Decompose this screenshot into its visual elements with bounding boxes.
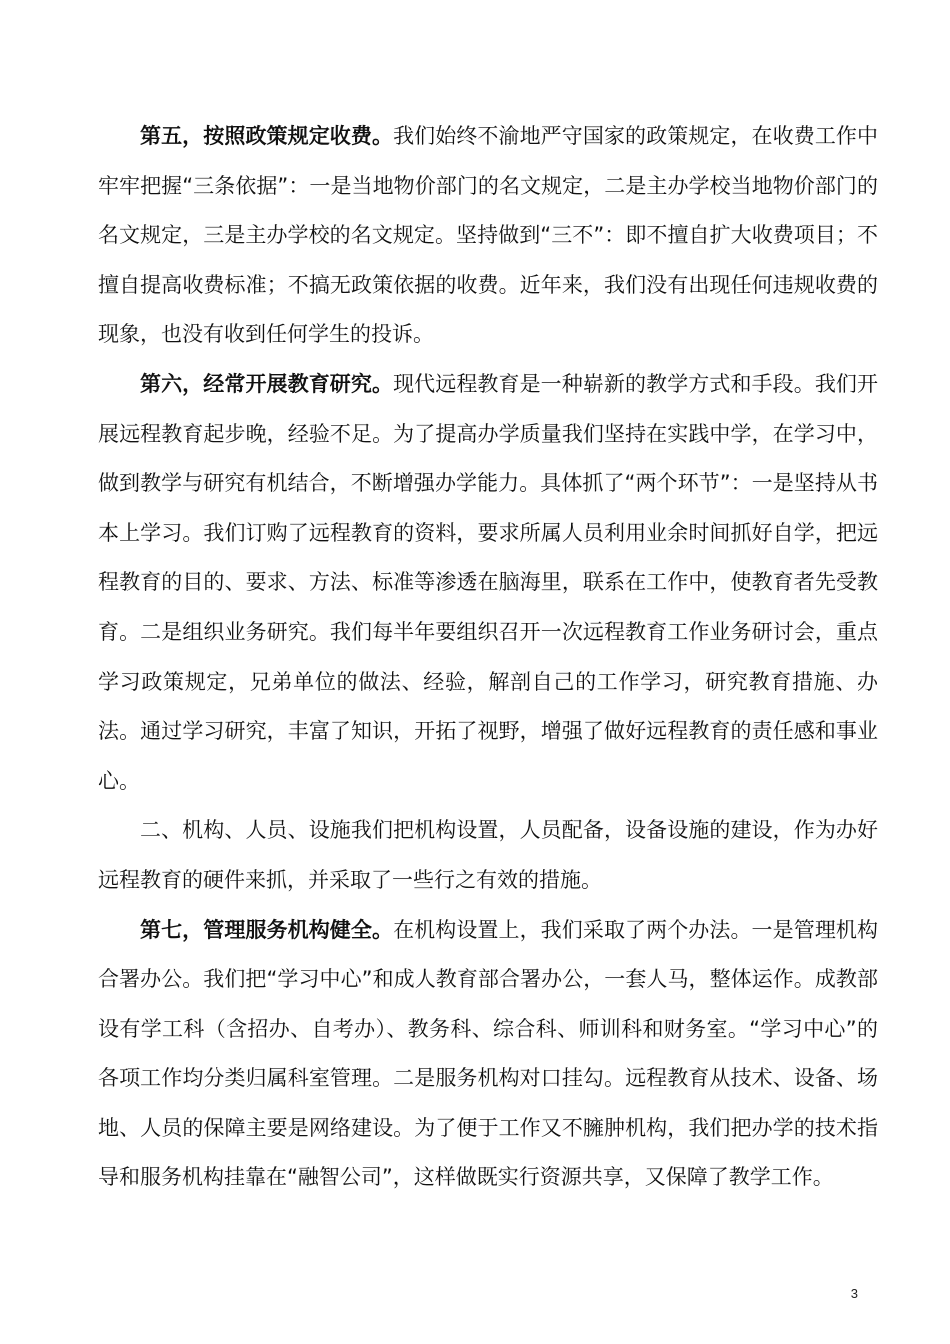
- paragraph-text: 二、机构、人员、设施我们把机构设置，人员配备，设备设施的建设，作为办好远程教育的硬件来抓，并采取了一些行之有效的措施。: [98, 818, 878, 892]
- paragraph-sixth-research: [98, 360, 878, 806]
- paragraph-fifth-fees: [98, 112, 878, 360]
- paragraph-seventh-organization: [98, 906, 878, 1204]
- paragraph-text: 在机构设置上，我们采取了两个办法。一是管理机构合署办公。我们把“学习中心”和成人教育部合署办公，一套人马，整体运作。成教部设有学工科（含招办、自考办）、教务科、综合科、师训科和财务室。“学习中心”的各项工作均分类归属科室管理。二是服务机构对口挂勾。远程教育从技术、设备、场地、人员的保障主要是网络建设。为了便于工作又不臃肿机构，我们把办学的技术指导和服务机构挂靠在“融智公司”，这样做既实行资源共享，又保障了教学工作。: [98, 917, 879, 1190]
- page-number: 3: [850, 1286, 858, 1301]
- paragraph-section-two: [98, 806, 878, 905]
- paragraph-lead: 第六，经常开展教育研究。: [140, 371, 394, 396]
- document-body: [98, 112, 878, 1203]
- paragraph-lead: 第五，按照政策规定收费。: [140, 124, 394, 148]
- paragraph-text: 现代远程教育是一种崭新的教学方式和手段。我们开展远程教育起步晚，经验不足。为了提高办学质量我们坚持在实践中学，在学习中，做到教学与研究有机结合，不断增强办学能力。具体抓了“两个环节”：一是坚持从书本上学习。我们订购了远程教育的资料，要求所属人员利用业余时间抓好自学，把远程教育的目的、要求、方法、标准等渗透在脑海里，联系在工作中，使教育者先受教育。二是组织业务研究。我们每半年要组织召开一次远程教育工作业务研讨会，重点学习政策规定，兄弟单位的做法、经验，解剖自己的工作学习，研究教育措施、办法。通过学习研究，丰富了知识，开拓了视野，增强了做好远程教育的责任感和事业心。: [98, 371, 879, 793]
- paragraph-lead: 第七，管理服务机构健全。: [140, 917, 394, 942]
- paragraph-text: 我们始终不渝地严守国家的政策规定，在收费工作中牢牢把握“三条依据”：一是当地物价部门的名文规定，二是主办学校当地物价部门的名文规定，三是主办学校的名文规定。坚持做到“三不”：即不擅自扩大收费项目；不擅自提高收费标准；不搞无政策依据的收费。近年来，我们没有出现任何违规收费的现象，也没有收到任何学生的投诉。: [98, 124, 879, 347]
